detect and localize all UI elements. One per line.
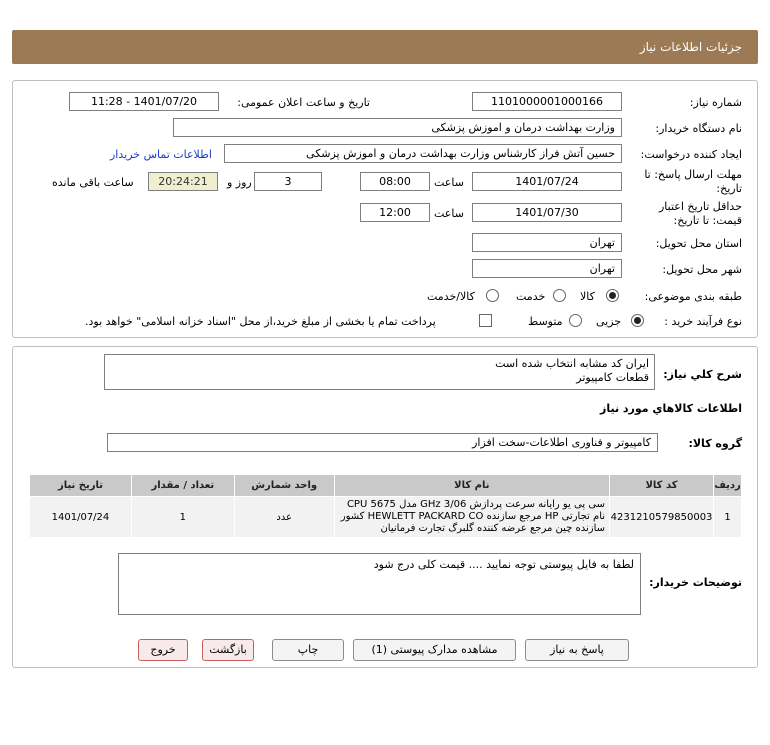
col-header-date: تاریخ نیاز <box>30 475 132 497</box>
exit-button[interactable]: خروج <box>138 639 188 661</box>
validity-time-label: ساعت <box>434 207 464 220</box>
summary-line-2: قطعات کامپیوتر <box>576 371 649 384</box>
items-table-wrapper <box>29 474 742 538</box>
remaining-time-field: 20:24:21 <box>148 172 218 191</box>
process-option-minor: جزیی <box>596 315 622 328</box>
need-number-field: 1101000001000166 <box>472 92 622 111</box>
category-option-goods: کالا <box>580 290 595 303</box>
goods-group-field: کامپیوتر و فناوری اطلاعات-سخت افزار <box>107 433 658 452</box>
summary-label: شرح کلي نياز: <box>663 368 742 381</box>
col-header-name: نام کالا <box>334 475 609 497</box>
goods-group-label: گروه کالا: <box>688 437 742 450</box>
city-label: شهر محل تحویل: <box>662 263 742 276</box>
treasury-payment-note: پرداخت تمام یا بخشی از مبلغ خرید،از محل "اسناد خزانه اسلامی" خواهد بود. <box>85 315 436 328</box>
page-title: جزئیات اطلاعات نیاز <box>639 40 742 54</box>
cell-row: 1 <box>714 497 742 538</box>
province-label: استان محل تحویل: <box>655 237 742 250</box>
buyer-contact-link[interactable]: اطلاعات تماس خریدار <box>110 148 212 161</box>
need-number-label: شماره نیاز: <box>689 96 742 109</box>
process-radio-medium[interactable] <box>569 314 582 327</box>
reply-date-field: 1401/07/24 <box>472 172 622 191</box>
goods-section-title: اطلاعات کالاهاي مورد نياز <box>600 402 742 415</box>
announce-datetime-label: تاریخ و ساعت اعلان عمومی: <box>237 96 370 109</box>
table-row <box>30 497 742 538</box>
process-radio-minor[interactable] <box>631 314 644 327</box>
category-radio-goods-service[interactable] <box>486 289 499 302</box>
category-label: طبقه بندی موضوعی: <box>644 290 742 303</box>
category-radio-service[interactable] <box>553 289 566 302</box>
category-radio-goods[interactable] <box>606 289 619 302</box>
back-button[interactable]: بازگشت <box>202 639 254 661</box>
cell-code: 4231210579850003 <box>610 497 714 538</box>
reply-time-field: 08:00 <box>360 172 430 191</box>
province-field: تهران <box>472 233 622 252</box>
cell-name: سی پی یو رایانه سرعت پردازش 3/06 GHz مدل CPU 5675 نام تجارتی HP مرجع سازنده HEWLETT PACKARD CO کشور سازنده چین مرجع عرضه کننده گلبرگ تجارت فرمانیان <box>334 497 609 538</box>
reply-time-label: ساعت <box>434 176 464 189</box>
remaining-days-field: 3 <box>254 172 322 191</box>
buyer-notes-label: توضیحات خریدار: <box>649 576 742 589</box>
remaining-days-label: روز و <box>227 176 252 189</box>
col-header-row: ردیف <box>714 475 742 497</box>
summary-line-1: ایران کد مشابه انتخاب شده است <box>495 357 649 370</box>
buyer-org-label: نام دستگاه خریدار: <box>655 122 742 135</box>
view-attachments-button[interactable]: مشاهده مدارک پیوستی (1) <box>353 639 516 661</box>
cell-date: 1401/07/24 <box>30 497 132 538</box>
cell-qty: 1 <box>131 497 234 538</box>
reply-to-need-button[interactable]: پاسخ به نیاز <box>525 639 629 661</box>
process-type-label: نوع فرآیند خرید : <box>664 315 742 328</box>
cell-unit: عدد <box>234 497 334 538</box>
items-table-header <box>30 475 742 497</box>
buyer-notes-box: لطفا به فایل پیوستی توجه نمایید .... قیمت کلی درج شود <box>118 553 641 615</box>
print-button[interactable]: چاپ <box>272 639 344 661</box>
requester-field: حسین آتش فراز کارشناس وزارت بهداشت درمان و اموزش پزشکی <box>224 144 622 163</box>
requester-label: ایجاد کننده درخواست: <box>640 148 742 161</box>
category-option-goods-service: کالا/خدمت <box>427 290 475 303</box>
col-header-unit: واحد شمارش <box>234 475 334 497</box>
col-header-code: کد کالا <box>610 475 714 497</box>
items-table <box>29 474 742 538</box>
validity-time-field: 12:00 <box>360 203 430 222</box>
announce-datetime-field: 1401/07/20 - 11:28 <box>69 92 219 111</box>
city-field: تهران <box>472 259 622 278</box>
page-header <box>12 30 758 64</box>
remaining-time-label: ساعت باقی مانده <box>52 176 134 189</box>
treasury-payment-checkbox[interactable] <box>479 314 492 327</box>
col-header-qty: تعداد / مقدار <box>131 475 234 497</box>
process-option-medium: متوسط <box>528 315 563 328</box>
reply-deadline-label: مهلت ارسال پاسخ: تا تاریخ: <box>644 168 742 195</box>
category-option-service: خدمت <box>516 290 546 303</box>
price-validity-label: حداقل تاریخ اعتبار قیمت: تا تاریخ: <box>658 200 742 227</box>
buyer-org-field: وزارت بهداشت درمان و اموزش پزشکی <box>173 118 622 137</box>
summary-box <box>104 354 655 390</box>
validity-date-field: 1401/07/30 <box>472 203 622 222</box>
